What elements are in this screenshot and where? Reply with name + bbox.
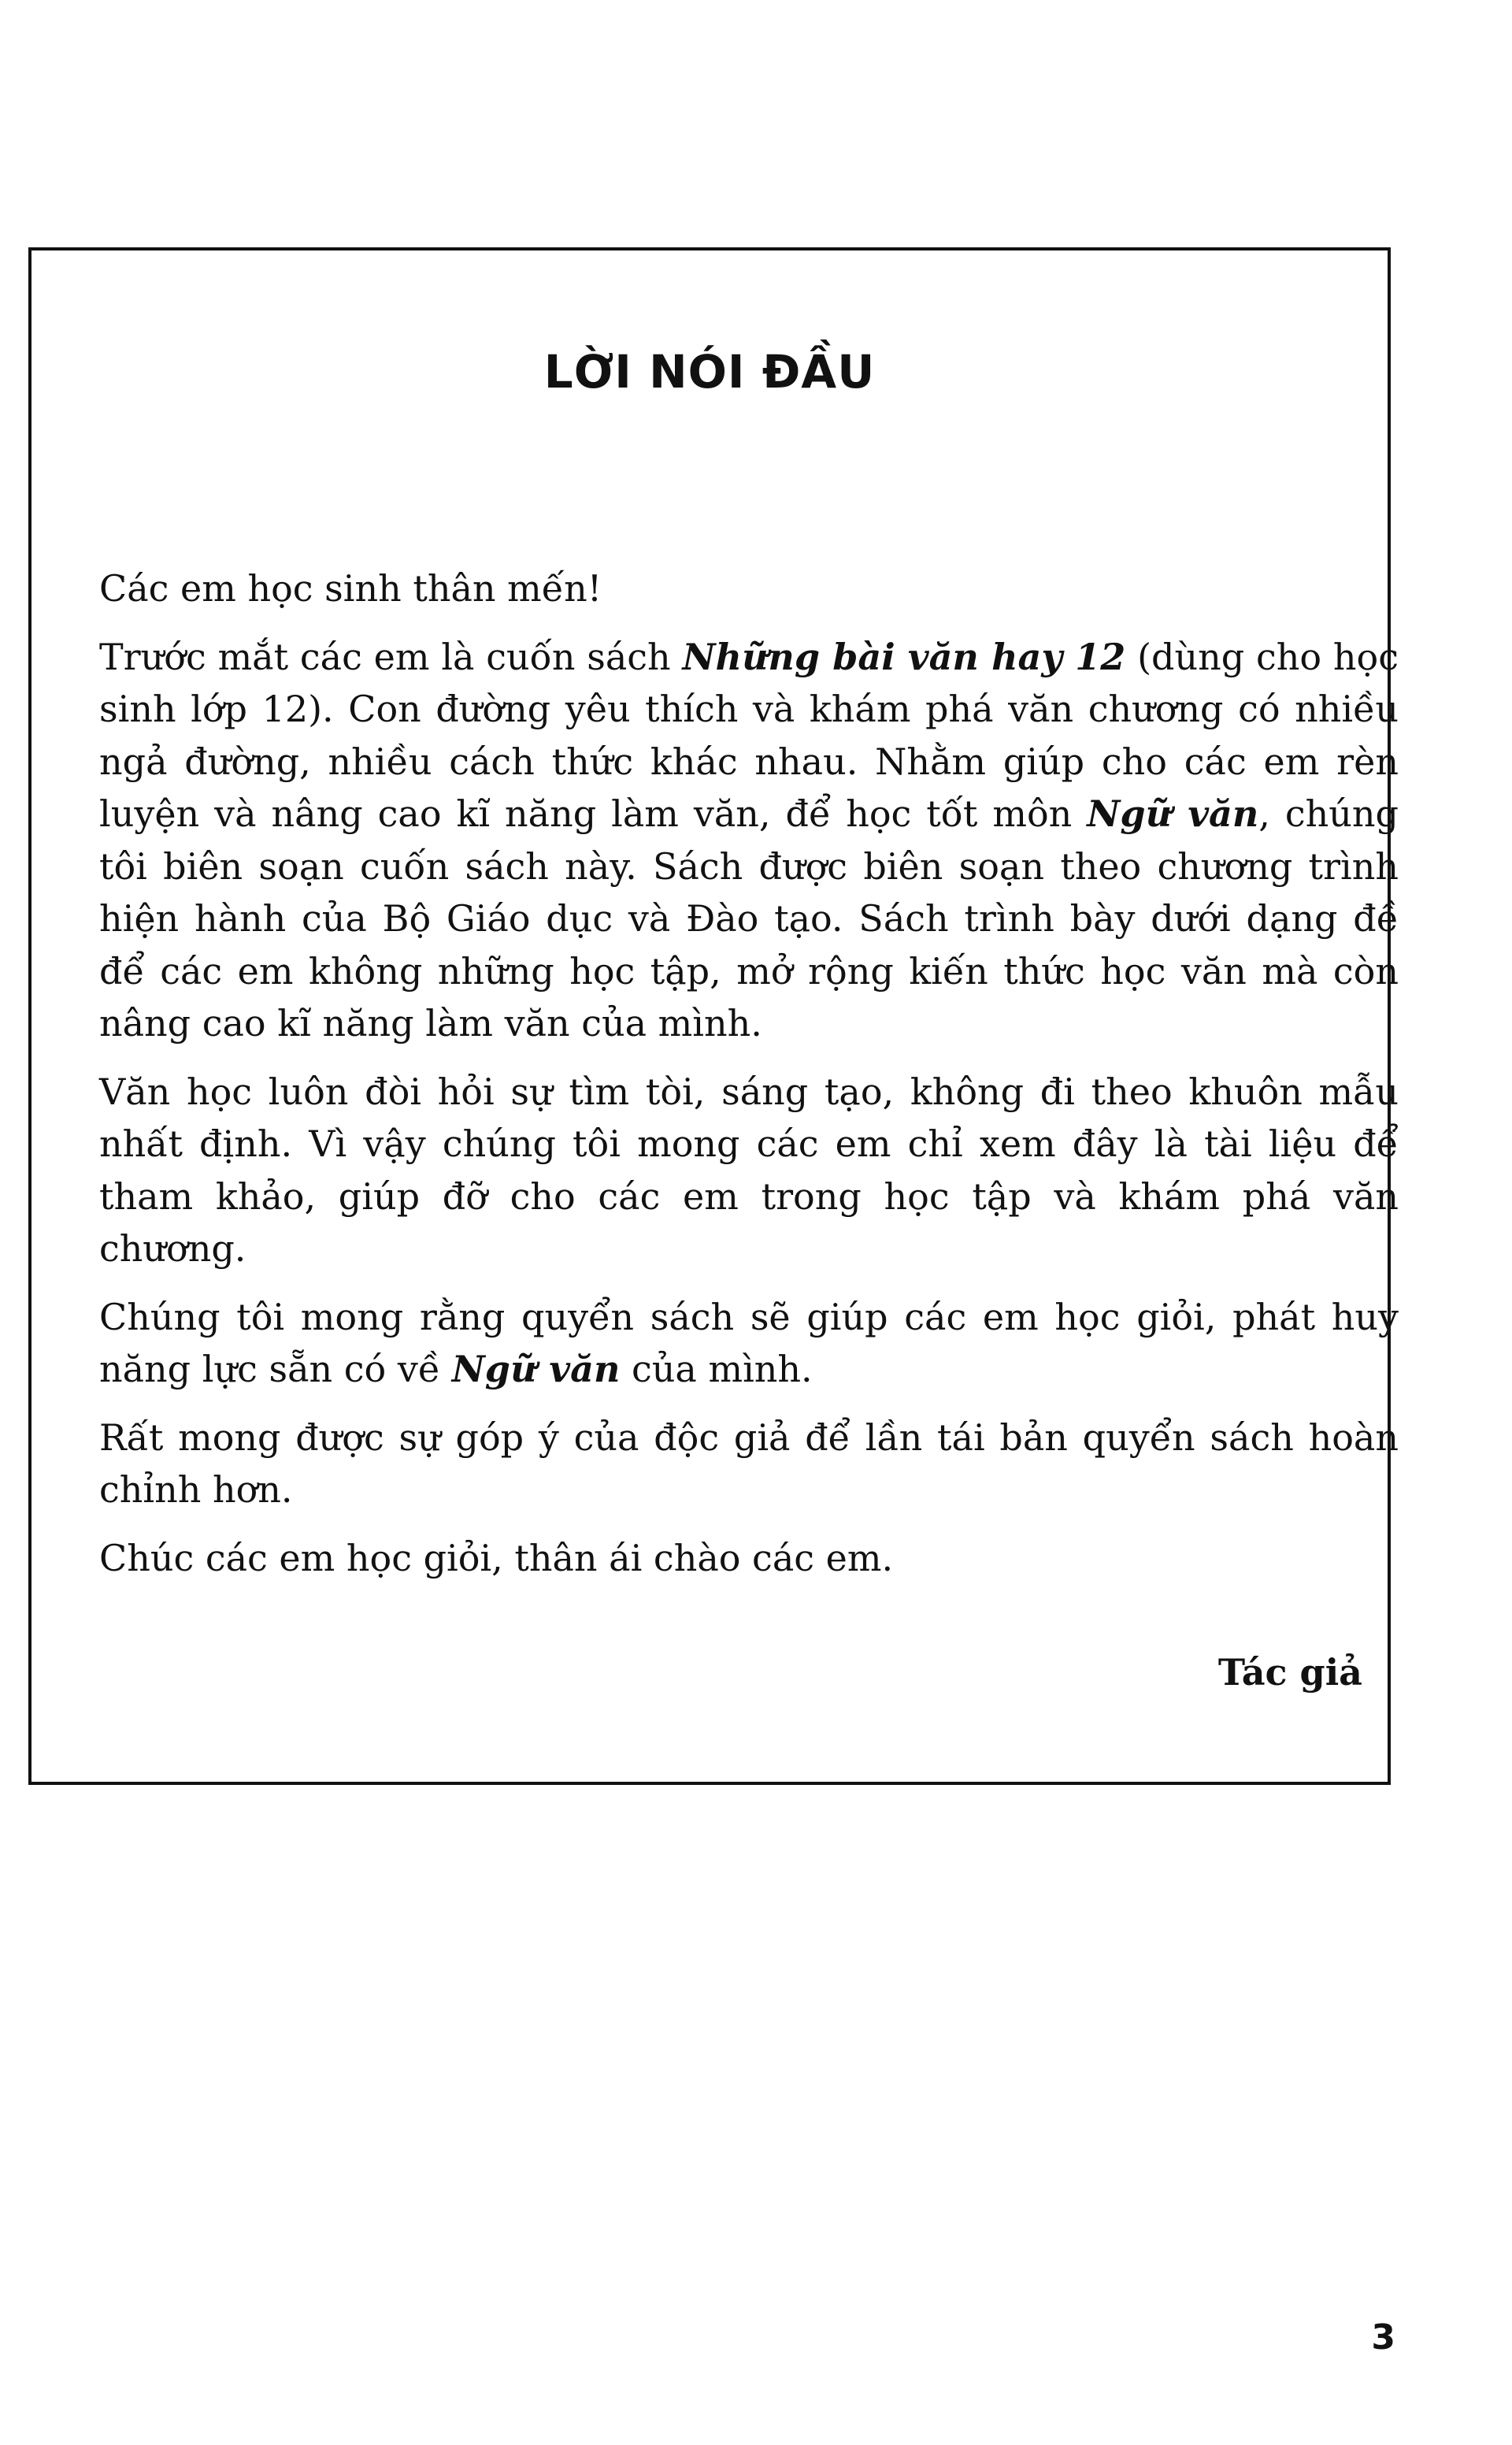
greeting: Các em học sinh thân mến! <box>99 567 602 610</box>
paragraph-1-text-3: , chúng tôi biên soạn cuốn sách này. Sách được biên soạn theo chương trình hiện hành của Bộ Giáo dục và Đào tạo. Sách trình bày dưới dạng đề để các em không những học tập, mở rộng kiến thức học văn mà còn nâng cao kĩ năng làm văn của mình. <box>99 792 1399 1044</box>
paragraph-3-text-1: Chúng tôi mong rằng quyển sách sẽ giúp các em học giỏi, phát huy năng lực sẵn có về <box>99 1295 1399 1390</box>
author-signature: Tác giả <box>1217 1651 1362 1694</box>
closing-line: Chúc các em học giỏi, thân ái chào các em. <box>99 1536 894 1579</box>
book-title: Những bài văn hay 12 <box>682 635 1126 678</box>
preface-paragraph-1 <box>99 631 1399 1050</box>
page-number: 3 <box>1371 2317 1395 2358</box>
paragraph-3-text-2: của mình. <box>620 1348 813 1390</box>
paragraph-1-text-2: (dùng cho học sinh lớp 12). Con đường yêu thích và khám phá văn chương có nhiều ngả đường, nhiều cách thức khác nhau. Nhằm giúp cho các em rèn luyện và nâng cao kĩ năng làm văn, để học tốt môn <box>99 635 1399 835</box>
preface-paragraph-4: Rất mong được sự góp ý của độc giả để lần tái bản quyển sách hoàn chỉnh hơn. <box>99 1415 1399 1511</box>
subject-name-2: Ngữ văn <box>451 1348 621 1390</box>
preface-paragraph-2: Văn học luôn đòi hỏi sự tìm tòi, sáng tạo, không đi theo khuôn mẫu nhất định. Vì vậy chúng tôi mong các em chỉ xem đây là tài liệu để tham khảo, giúp đỡ cho các em trong học tập và khám phá văn chương. <box>99 1070 1399 1270</box>
subject-name: Ngữ văn <box>1087 792 1259 835</box>
preface-body <box>99 562 1399 1600</box>
preface-paragraph-3 <box>99 1291 1399 1396</box>
page-title: LỜI NÓI ĐẦU <box>543 345 876 399</box>
preface-frame <box>28 247 1399 1785</box>
paragraph-1-text-1: Trước mắt các em là cuốn sách <box>99 635 683 678</box>
